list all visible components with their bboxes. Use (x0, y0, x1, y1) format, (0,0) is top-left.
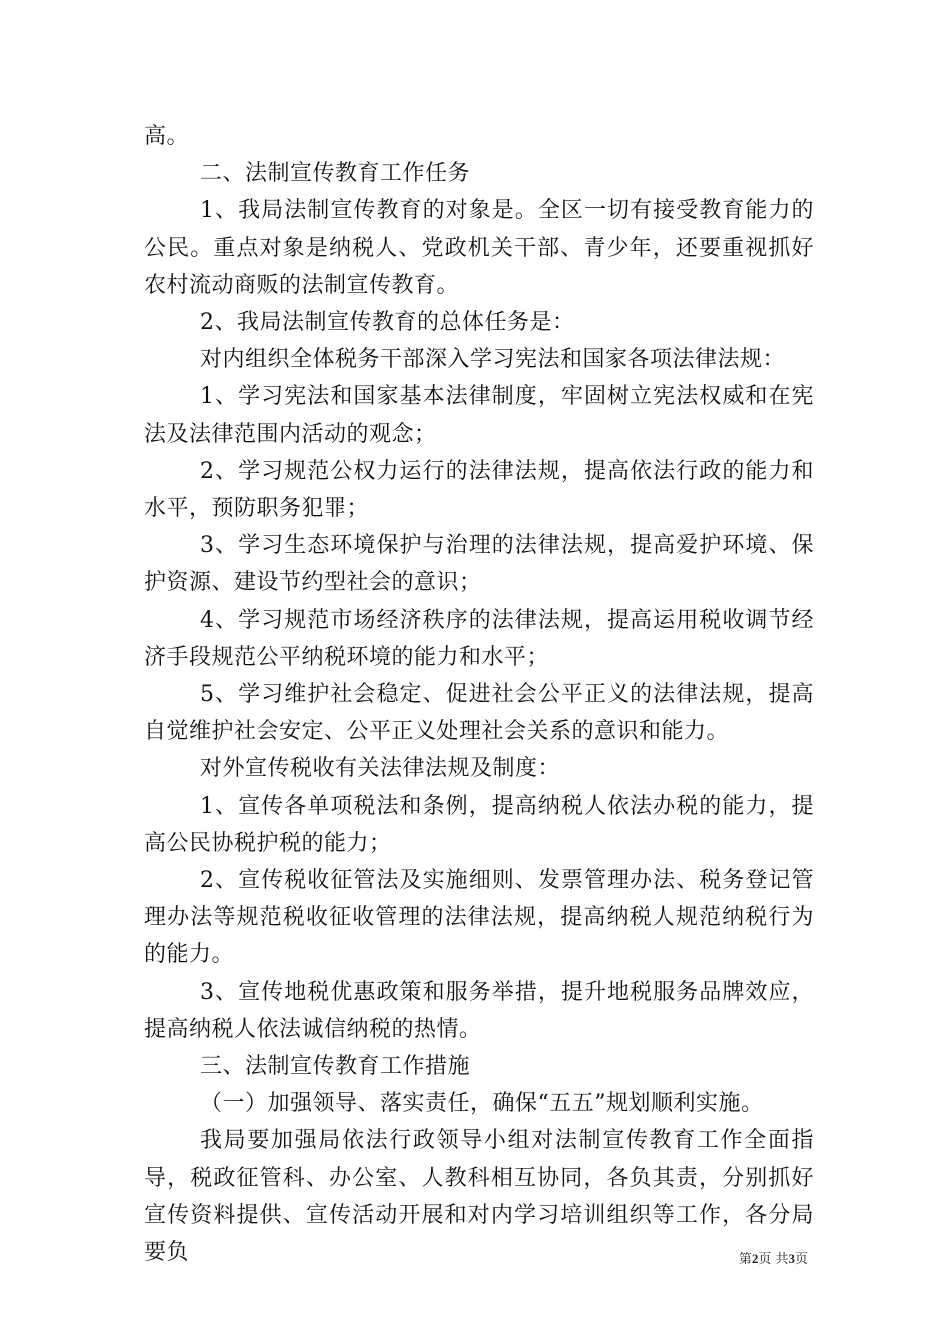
paragraph: 1、我局法制宣传教育的对象是。全区一切有接受教育能力的公民。重点对象是纳税人、党政机关干部、青少年，还要重视抓好农村流动商贩的法制宣传教育。 (144, 198, 814, 298)
current-page-number: 2 (751, 1251, 759, 1266)
footer-prefix: 第 (738, 1252, 752, 1267)
list-item: 1、学习宪法和国家基本法律制度，牢固树立宪法权威和在宪法及法律范围内活动的观念； (144, 384, 814, 447)
page-footer (739, 1248, 808, 1267)
document-body (144, 118, 814, 1271)
paragraph: 对外宣传税收有关法律法规及制度： (200, 756, 561, 782)
paragraph: 高。 (144, 124, 190, 149)
subsection-heading: （一）加强领导、落实责任，确保“五五”规划顺利实施。 (200, 1091, 764, 1117)
paragraph: 2、我局法制宣传教育的总体任务是： (200, 310, 575, 336)
list-item: 3、宣传地税优惠政策和服务举措，提升地税服务品牌效应，提高纳税人依法诚信纳税的热情。 (144, 979, 814, 1042)
footer-suffix: 页 (794, 1252, 808, 1267)
list-item: 5、学习维护社会稳定、促进社会公平正义的法律法规，提高自觉维护社会安定、公平正义处理社会关系的意识和能力。 (144, 682, 814, 745)
paragraph: 我局要加强局依法行政领导小组对法制宣传教育工作全面指导，税政征管科、办公室、人教科相互协同，各负其责，分别抓好宣传资料提供、宣传活动开展和对内学习培训组织等工作，各分局要负 (144, 1128, 814, 1266)
list-item: 2、宣传税收征管法及实施细则、发票管理办法、税务登记管理办法等规范税收征收管理的法律法规，提高纳税人规范纳税行为的能力。 (144, 868, 814, 968)
total-pages-number: 3 (788, 1251, 795, 1266)
paragraph: 对内组织全体税务干部深入学习宪法和国家各项法律法规： (200, 347, 786, 373)
list-item: 1、宣传各单项税法和条例，提高纳税人依法办税的能力，提高公民协税护税的能力； (144, 793, 814, 856)
list-item: 2、学习规范公权力运行的法律法规，提高依法行政的能力和水平，预防职务犯罪； (144, 458, 814, 522)
footer-middle: 页 共 (758, 1252, 789, 1267)
section-heading: 二、法制宣传教育工作任务 (200, 161, 471, 187)
list-item: 4、学习规范市场经济秩序的法律法规，提高运用税收调节经济手段规范公平纳税环境的能力和水平； (144, 607, 814, 670)
section-heading: 三、法制宣传教育工作措施 (200, 1054, 471, 1080)
list-item: 3、学习生态环境保护与治理的法律法规，提高爱护环境、保护资源、建设节约型社会的意识； (144, 533, 814, 596)
